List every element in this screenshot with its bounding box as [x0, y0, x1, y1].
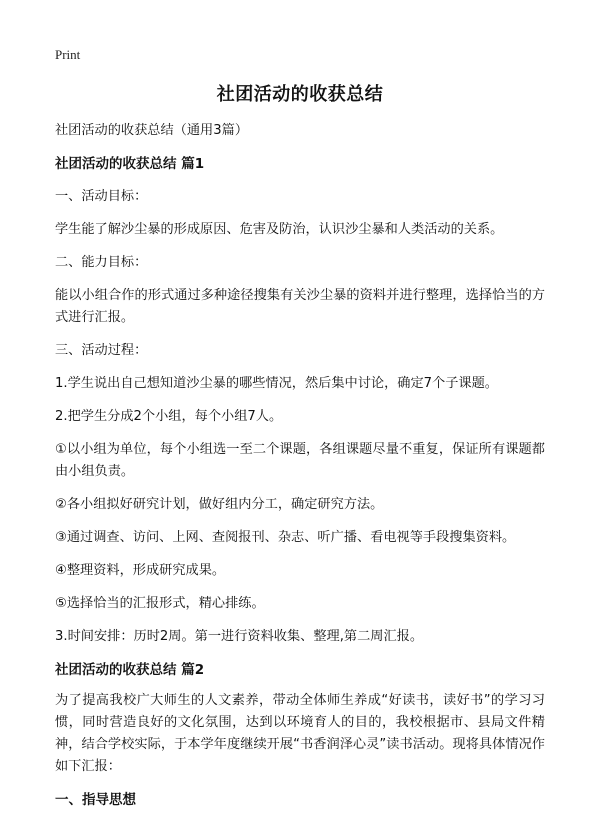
- goal1-text: 学生能了解沙尘暴的形成原因、危害及防治，认识沙尘暴和人类活动的关系。: [55, 222, 504, 237]
- process-item-4: ④整理资料，形成研究成果。: [55, 563, 226, 578]
- process-item-5: ⑤选择恰当的汇报形式，精心排练。: [55, 596, 265, 611]
- section1-heading: 一、指导思想: [55, 792, 136, 808]
- process-label: 三、活动过程：: [55, 343, 148, 358]
- print-link[interactable]: Print: [55, 47, 81, 62]
- process-step-3: 3.时间安排：历时2周。第一进行资料收集、整理,第二周汇报。: [55, 629, 424, 644]
- process-step-2: 2.把学生分成2个小组，每个小组7人。: [55, 409, 283, 424]
- process-step-1: 1.学生说出自己想知道沙尘暴的哪些情况，然后集中讨论，确定7个子课题。: [55, 376, 498, 391]
- part2-intro: 为了提高我校广大师生的人文素养，带动全体师生养成“好读书，读好书”的学习习惯，同时营造良好的文化氛围，达到以环境育人的目的，我校根据市、县局文件精神，结合学校实际，于本学年度继续开展“书香润泽心灵”读书活动。现将具体情况作如下汇报：: [55, 693, 545, 774]
- process-item-1: ①以小组为单位，每个小组选一至二个课题，各组课题尽量不重复，保证所有课题都由小组负责。: [55, 442, 545, 479]
- document-subtitle: 社团活动的收获总结（通用3篇）: [55, 123, 249, 138]
- part2-heading: 社团活动的收获总结 篇2: [55, 662, 205, 678]
- document-body: [55, 120, 545, 811]
- process-item-2: ②各小组拟好研究计划，做好组内分工，确定研究方法。: [55, 497, 384, 512]
- part1-heading: 社团活动的收获总结 篇1: [55, 156, 205, 172]
- document-title: 社团活动的收获总结: [216, 84, 384, 105]
- goal2-label: 二、能力目标：: [55, 255, 148, 270]
- goal1-label: 一、活动目标：: [55, 189, 148, 204]
- goal2-text: 能以小组合作的形式通过多种途径搜集有关沙尘暴的资料并进行整理，选择恰当的方式进行汇报。: [55, 288, 545, 325]
- process-item-3: ③通过调查、访问、上网、查阅报刊、杂志、听广播、看电视等手段搜集资料。: [55, 530, 516, 545]
